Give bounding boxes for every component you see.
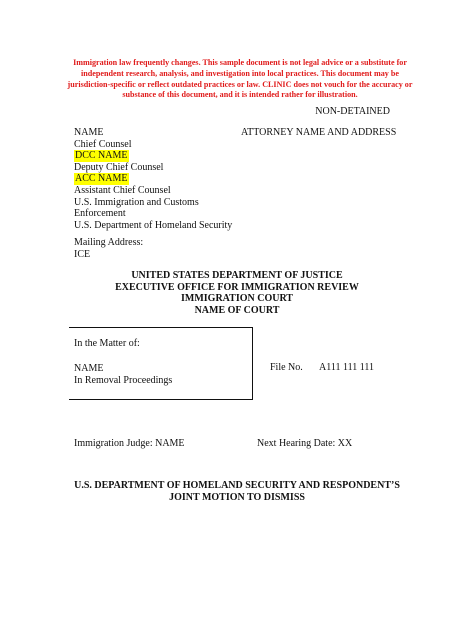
mailing-address-value: ICE [74, 248, 91, 260]
motion-title-line-1: U.S. DEPARTMENT OF HOMELAND SECURITY AND RESPONDENT’S [74, 480, 400, 491]
matter-caption-box [69, 327, 253, 400]
deputy-chief-title: Deputy Chief Counsel [74, 161, 164, 173]
motion-title-line-2: JOINT MOTION TO DISMISS [169, 491, 305, 503]
respondent-name: NAME [74, 363, 104, 374]
motion-title [74, 480, 400, 503]
dhs-line: U.S. Department of Homeland Security [74, 219, 233, 231]
agency-line-2: EXECUTIVE OFFICE FOR IMMIGRATION REVIEW [115, 281, 359, 293]
file-number-label: File No. [270, 362, 303, 373]
acc-name-highlight: ACC NAME [75, 173, 128, 185]
assistant-chief-title: Assistant Chief Counsel [74, 184, 171, 196]
mailing-address-block [74, 237, 143, 260]
mailing-address-label: Mailing Address: [74, 237, 144, 248]
file-number-value: A111 111 111 [319, 362, 374, 373]
immigration-judge: Immigration Judge: NAME [74, 438, 185, 449]
ice-line-2: Enforcement [74, 208, 126, 220]
agency-line-3: IMMIGRATION COURT [181, 293, 293, 305]
chief-counsel-title: Chief Counsel [74, 138, 132, 150]
proceedings-type: In Removal Proceedings [74, 374, 173, 386]
detention-status: NON-DETAINED [315, 106, 390, 117]
ice-line-1: U.S. Immigration and Customs [74, 196, 199, 208]
counsel-name: NAME [74, 127, 104, 138]
counsel-header-block [74, 127, 244, 231]
agency-line-1: UNITED STATES DEPARTMENT OF JUSTICE [131, 270, 343, 281]
attorney-name-address: ATTORNEY NAME AND ADDRESS [241, 127, 397, 138]
agency-heading [74, 270, 400, 316]
in-the-matter-label: In the Matter of: [74, 338, 140, 349]
respondent-block [74, 363, 172, 386]
disclaimer-notice: Immigration law frequently changes. This sample document is not legal advice or a substitute for independent research, analysis, and investigation into local practices. This document may be jurisdiction-specific or reflect outdated practices or law. CLINIC does not vouch for the accuracy or substance of this document, and it is intended rather for illustration. [67, 58, 413, 100]
dcc-name-highlight: DCC NAME [75, 150, 128, 162]
agency-line-4: NAME OF COURT [194, 304, 280, 316]
next-hearing-date: Next Hearing Date: XX [257, 438, 353, 449]
